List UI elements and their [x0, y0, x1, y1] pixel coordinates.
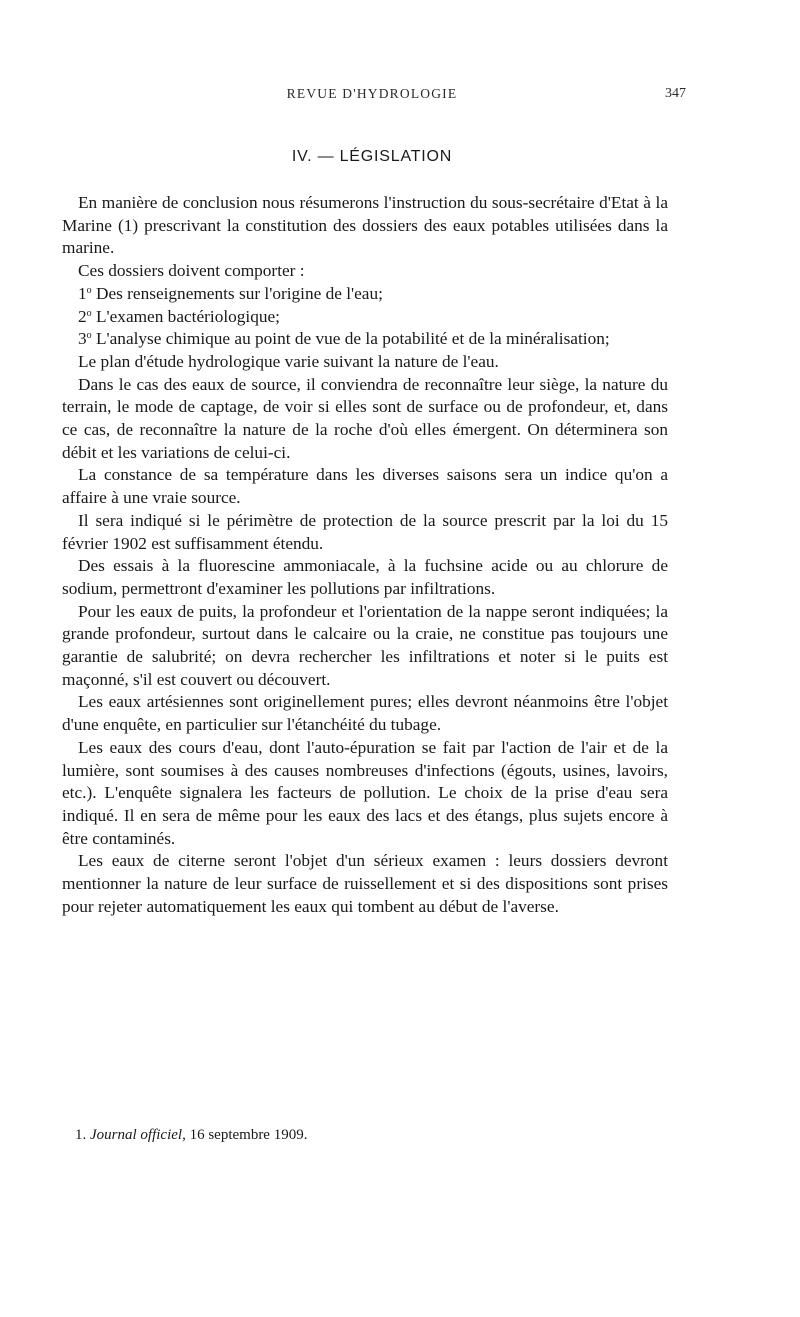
footnote-number: 1.	[75, 1127, 87, 1143]
paragraph-text: En manière de conclusion nous résumerons l'instruction du sous-secrétaire d'Etat à la Marine	[62, 193, 668, 235]
running-title: REVUE D'HYDROLOGIE	[286, 86, 458, 101]
list-item-bacteriology	[62, 306, 668, 329]
footnote	[75, 1125, 675, 1145]
paragraph-well-water: Pour les eaux de puits, la profondeur et l'orientation de la nappe seront indiquées; la grande profondeur, surtout dans le calcaire ou la craie, ne constitue pas toujours une garantie de salubrité; on devra rechercher les infiltrations et noter si le puits est maçonné, s'il est couvert ou découvert.	[62, 601, 668, 689]
paragraph-study-plan: Le plan d'étude hydrologique varie suivant la nature de l'eau.	[78, 351, 499, 371]
paragraph-river-water: Les eaux des cours d'eau, dont l'auto-épuration se fait par l'action de l'air et de la lumière, sont soumises à des causes nombreuses d'infections (égouts, usines, lavoirs, etc.). L'enquête signalera les facteurs de pollution. Le choix de la prise d'eau sera indiqué. Il en sera de même pour les eaux des lacs et des étangs, plus sujets encore à être contaminés.	[62, 737, 668, 848]
ordinal-mark: o	[86, 330, 92, 342]
list-text: L'examen bactériologique;	[91, 306, 280, 326]
paragraph-conclusion	[62, 192, 668, 260]
paragraph-artesian-water: Les eaux artésiennes sont originellement pures; elles devront néanmoins être l'objet d'une enquête, en particulier sur l'étanchéité du tubage.	[62, 692, 668, 735]
body-text	[62, 192, 668, 919]
footnote-date: , 16 septembre 1909.	[182, 1127, 308, 1143]
list-text: Des renseignements sur l'origine de l'eau;	[91, 283, 383, 303]
ordinal-mark: o	[86, 307, 92, 319]
list-text: L'analyse chimique au point de vue de la potabilité et de la minéralisation;	[91, 329, 610, 349]
list-number: 2	[78, 306, 87, 326]
list-item-chemistry	[62, 328, 668, 351]
paragraph-cistern-water: Les eaux de citerne seront l'objet d'un sérieux examen : leurs dossiers devront mentionner la nature de leur surface de ruissellement et si des dispositions sont prises pour rejeter automatiquement les eaux qui tombent au début de l'averse.	[62, 851, 668, 916]
paragraph-text: prescrivant la constitution des dossiers des eaux potables utilisées dans la marine.	[62, 215, 668, 258]
paragraph-fluorescein-tests: Des essais à la fluorescine ammoniacale, à la fuchsine acide ou au chlorure de sodium, permettront d'examiner les pollutions par infiltrations.	[62, 556, 668, 598]
section-heading: IV. — LÉGISLATION	[291, 148, 453, 165]
paragraph-temperature: La constance de sa température dans les diverses saisons sera un indice qu'on a affaire à une vraie source.	[62, 465, 668, 508]
paragraph-spring-water: Dans le cas des eaux de source, il conviendra de reconnaître leur siège, la nature du terrain, le mode de captage, de voir si elles sont de surface ou de profondeur, et, dans ce cas, de reconnaître la nature de la roche d'où elles émergent. On déterminera son débit et les variations de celui-ci.	[62, 374, 668, 462]
ordinal-mark: o	[86, 284, 92, 296]
footnote-reference: (1)	[117, 215, 139, 235]
paragraph-dossiers: Ces dossiers doivent comporter :	[78, 261, 305, 281]
paragraph-protection-perimeter: Il sera indiqué si le périmètre de protection de la source prescrit par la loi du 15 février 1902 est suffisamment étendu.	[62, 510, 668, 553]
page-number: 347	[665, 86, 686, 101]
running-head	[62, 86, 686, 108]
list-item-origin	[62, 283, 668, 306]
footnote-journal: Journal officiel	[90, 1127, 183, 1143]
list-number: 1	[78, 283, 87, 303]
list-number: 3	[78, 329, 87, 349]
